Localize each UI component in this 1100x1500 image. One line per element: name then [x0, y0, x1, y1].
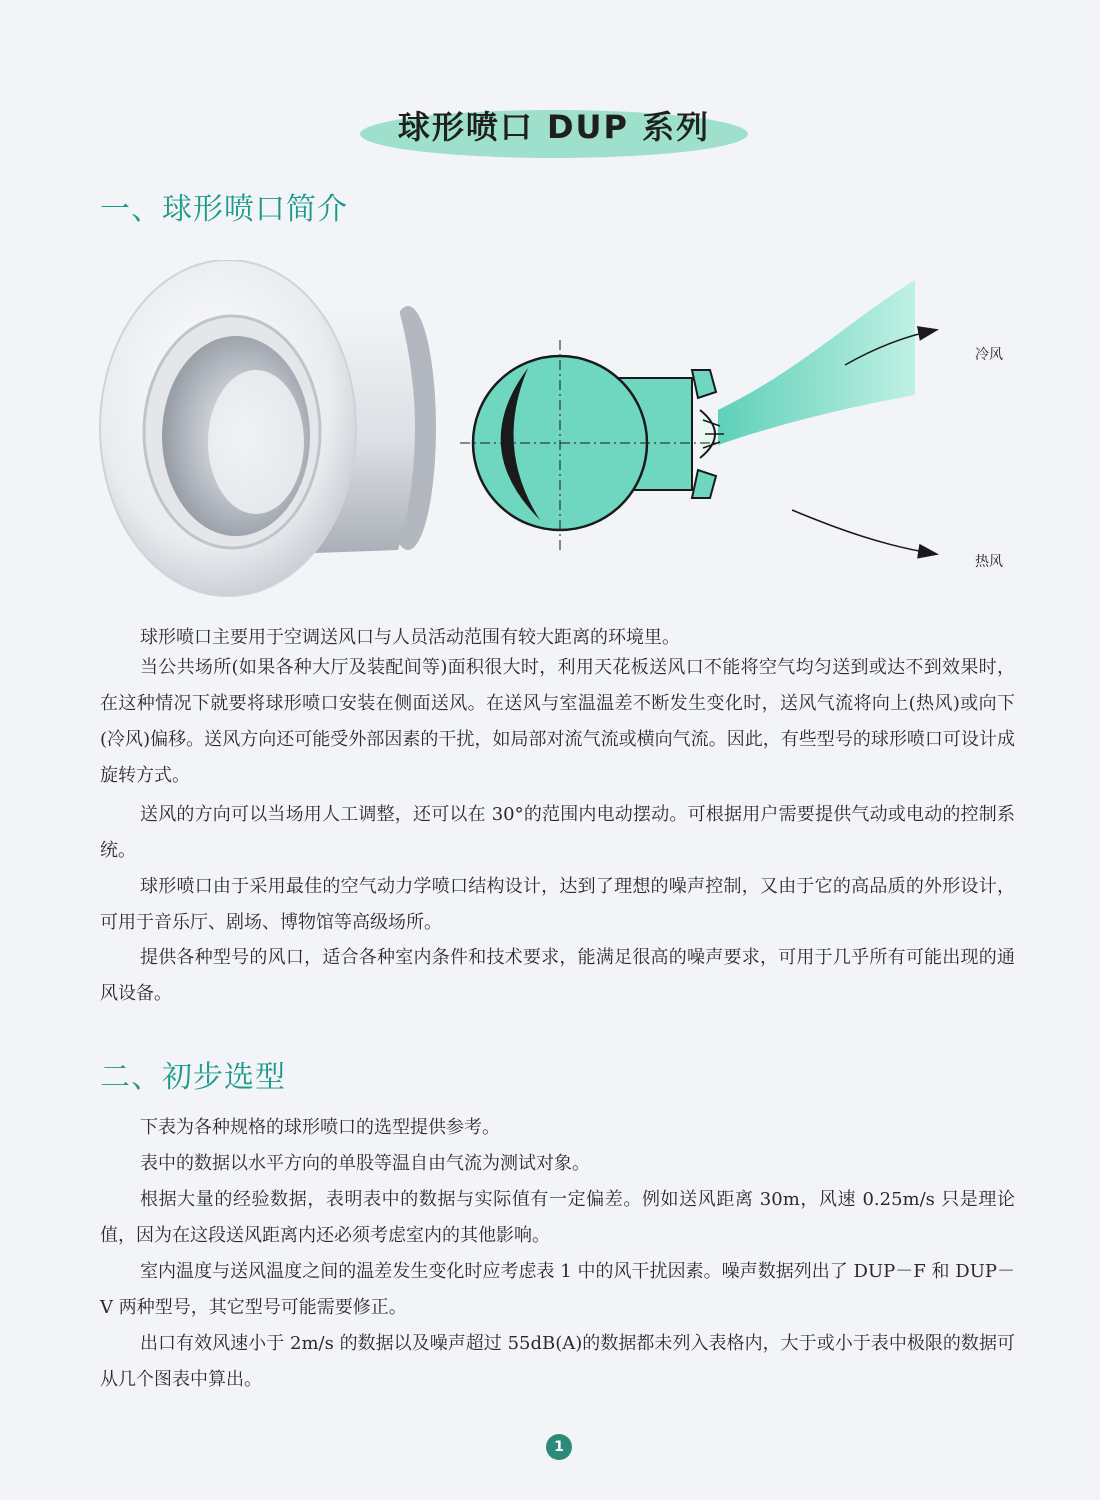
selection-paragraph-3: 根据大量的经验数据，表明表中的数据与实际值有一定偏差。例如送风距离 30m，风速 0.25m/s 只是理论值，因为在这段送风距离内还必须考虑室内的其他影响。 — [100, 1189, 1015, 1246]
page-title: 球形喷口 DUP 系列 — [397, 108, 711, 146]
nozzle-photo-icon — [100, 260, 436, 596]
selection-paragraph-5: 出口有效风速小于 2m/s 的数据以及噪声超过 55dB(A)的数据都未列入表格内，大于或小于表中极限的数据可从几个图表中算出。 — [100, 1333, 1015, 1390]
hot-air-label: 热风 — [975, 554, 1003, 570]
cold-air-label: 冷风 — [975, 347, 1003, 363]
intro-paragraph-5: 提供各种型号的风口，适合各种室内条件和技术要求，能满足很高的噪声要求，可用于几乎所有可能出现的通风设备。 — [100, 947, 1015, 1004]
section-heading-preliminary-selection: 二、初步选型 — [100, 1060, 286, 1095]
intro-paragraph-2: 当公共场所(如果各种大厅及装配间等)面积很大时，利用天花板送风口不能将空气均匀送到或达不到效果时，在这种情况下就要将球形喷口安装在侧面送风。在送风与室温温差不断发生变化时，送风气流将向上(热风)或向下(冷风)偏移。送风方向还可能受外部因素的干扰，如局部对流气流或横向气流。因此，有些型号的球形喷口可设计成旋转方式。 — [100, 657, 1015, 786]
intro-paragraph-4: 球形喷口由于采用最佳的空气动力学喷口结构设计，达到了理想的噪声控制，又由于它的高品质的外形设计，可用于音乐厅、剧场、博物馆等高级场所。 — [100, 876, 1015, 933]
selection-paragraph-1: 下表为各种规格的球形喷口的选型提供参考。 — [140, 1117, 500, 1138]
product-figure — [0, 260, 1100, 620]
page-title-banner — [360, 100, 748, 162]
airflow-diagram-icon — [460, 280, 936, 554]
intro-paragraph-1: 球形喷口主要用于空调送风口与人员活动范围有较大距离的环境里。 — [140, 627, 680, 648]
section-heading-introduction: 一、球形喷口简介 — [100, 192, 348, 227]
selection-paragraph-2: 表中的数据以水平方向的单股等温自由气流为测试对象。 — [140, 1153, 590, 1174]
intro-paragraph-3: 送风的方向可以当场用人工调整，还可以在 30°的范围内电动摆动。可根据用户需要提供气动或电动的控制系统。 — [100, 804, 1015, 861]
page-number-badge: 1 — [546, 1434, 572, 1460]
selection-paragraph-4: 室内温度与送风温度之间的温差发生变化时应考虑表 1 中的风干扰因素。噪声数据列出了 DUP－F 和 DUP－V 两种型号，其它型号可能需要修正。 — [100, 1261, 1015, 1318]
